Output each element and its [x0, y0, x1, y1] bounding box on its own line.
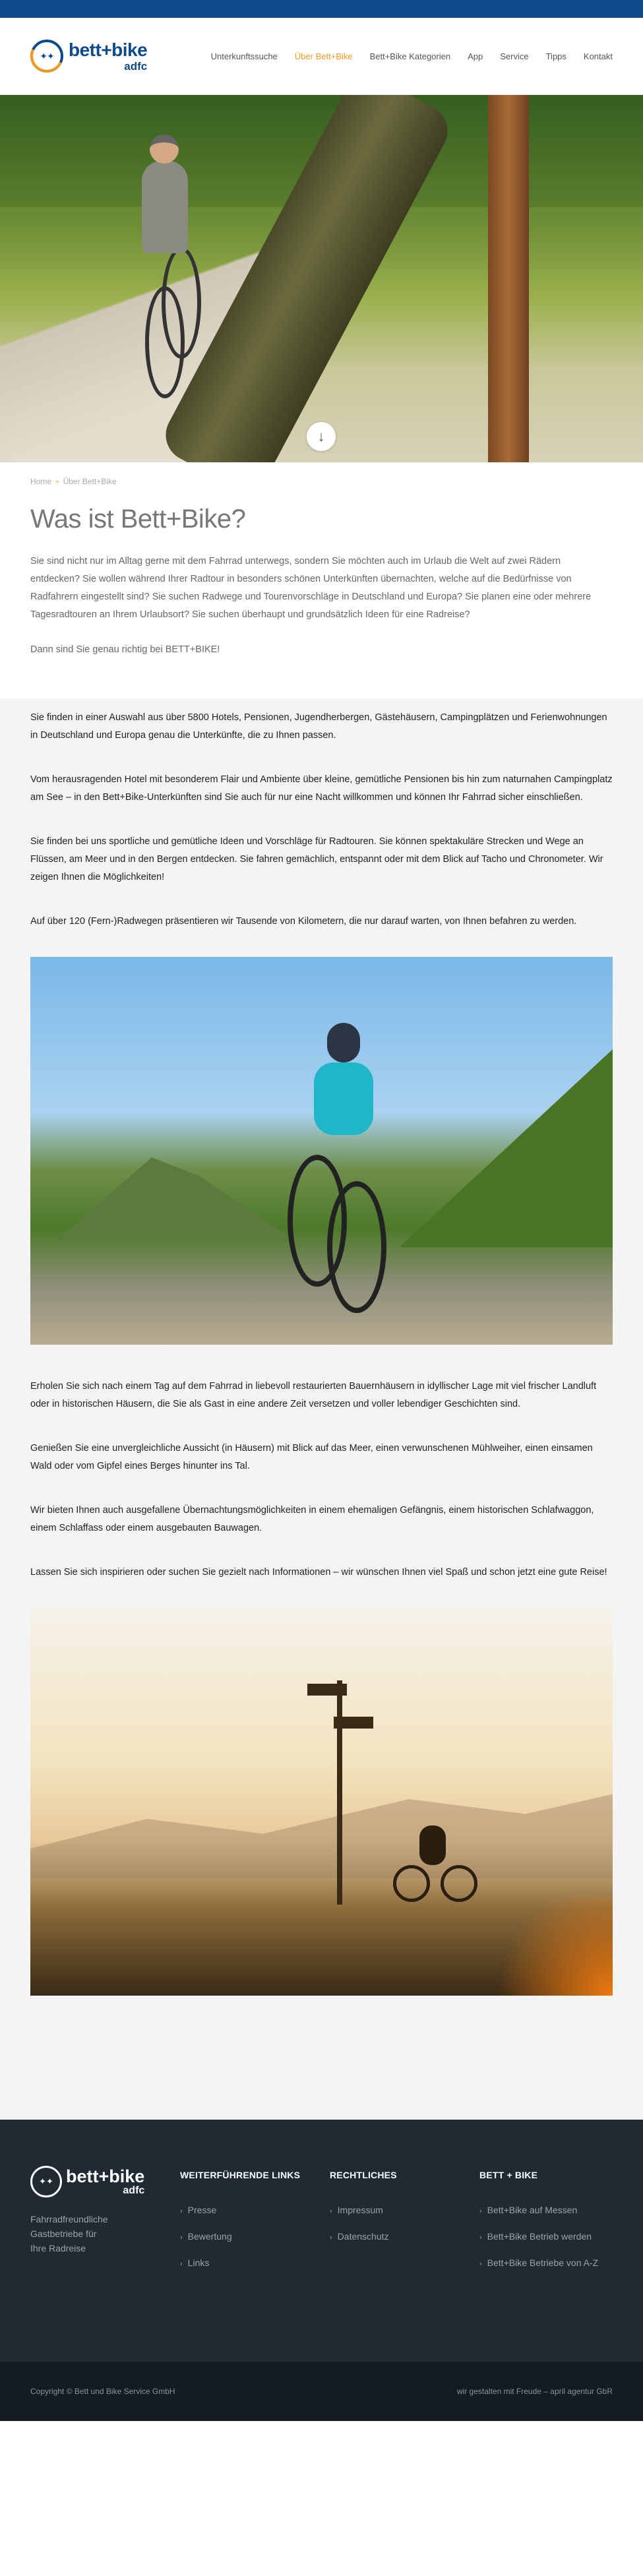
nav-item-app[interactable]: App: [468, 51, 483, 61]
chevron-right-icon: ›: [180, 2207, 183, 2215]
breadcrumb-separator-icon: »: [55, 477, 59, 485]
chevron-right-icon: ›: [479, 2234, 482, 2242]
footer-brand: [30, 2166, 180, 2322]
main-nav: [211, 51, 613, 61]
hero-image: [0, 95, 643, 462]
footer-link-betrieb-werden[interactable]: › Bett+Bike Betrieb werden: [479, 2231, 592, 2242]
footer-link-impressum[interactable]: › Impressum: [330, 2205, 383, 2215]
content-paragraph: Lassen Sie sich inspirieren oder suchen Sie gezielt nach Informationen – wir wünschen Ihnen viel Spaß und schon jetzt eine gute Reise!: [30, 1567, 607, 1578]
nav-item-unterkunftssuche[interactable]: Unterkunftssuche: [210, 51, 278, 61]
content-paragraph: Sie finden bei uns sportliche und gemütliche Ideen und Vorschläge für Radtouren. Sie können spektakuläre Strecken und Wege an Flüssen, am Meer und in den Bergen entdecken. Sie fahren gemächlich, entspannt oder mit dem Blick auf Tacho und Chronometer. Wir zeigen Ihnen die Möglichkeiten!: [30, 836, 603, 882]
logo-icon: ✦✦: [30, 40, 63, 73]
breadcrumb: [30, 477, 613, 486]
top-color-strip: [0, 0, 643, 18]
footer-heading: RECHTLICHES: [330, 2170, 397, 2180]
content-paragraph: Auf über 120 (Fern-)Radwegen präsentieren wir Tausende von Kilometern, die nur darauf warten, von Ihnen befahren zu werden.: [30, 916, 577, 927]
intro-paragraph: Dann sind Sie genau richtig bei BETT+BIKE!: [30, 644, 220, 655]
content-paragraph: Genießen Sie eine unvergleichliche Aussicht (in Häusern) mit Blick auf das Meer, einen verwunschenen Mühlweiher, einen einsamen Wald oder vom Gipfel eines Berges hinunter ins Tal.: [30, 1443, 593, 1471]
nav-item-ueber-bett-bike[interactable]: Über Bett+Bike: [294, 51, 353, 61]
chevron-right-icon: ›: [479, 2207, 482, 2215]
content-section: [0, 698, 643, 2120]
sunset-cyclist-photo: [30, 1608, 613, 1996]
page-title: Was ist Bett+Bike?: [30, 505, 246, 534]
mountain-bike-photo: [30, 957, 613, 1345]
site-logo[interactable]: [30, 40, 147, 73]
footer-heading: WEITERFÜHRENDE LINKS: [180, 2170, 301, 2180]
chevron-right-icon: ›: [330, 2234, 332, 2242]
arrow-down-icon: ↓: [317, 428, 325, 445]
breadcrumb-current: Über Bett+Bike: [63, 477, 117, 486]
site-footer: [0, 2120, 643, 2362]
bottom-bar: [0, 2362, 643, 2421]
footer-heading: BETT + BIKE: [479, 2170, 538, 2180]
site-header: [0, 18, 643, 95]
nav-item-kontakt[interactable]: Kontakt: [583, 51, 613, 61]
chevron-right-icon: ›: [180, 2260, 183, 2268]
chevron-right-icon: ›: [330, 2207, 332, 2215]
agency-credit-link[interactable]: wir gestalten mit Freude – april agentur GbR: [456, 2387, 613, 2396]
nav-item-tipps[interactable]: Tipps: [545, 51, 566, 61]
chevron-right-icon: ›: [180, 2234, 183, 2242]
footer-link-bewertung[interactable]: › Bewertung: [180, 2231, 232, 2242]
footer-link-betriebe-a-z[interactable]: › Bett+Bike Betriebe von A-Z: [479, 2257, 599, 2268]
content-paragraph: Erholen Sie sich nach einem Tag auf dem Fahrrad in liebevoll restaurierten Bauernhäusern in idyllischer Lage mit viel frischer Landluft oder in historischen Häusern, die Sie als Gast in eine andere Zeit versetzen und voller lebendiger Geschichten sind.: [30, 1381, 597, 1409]
breadcrumb-home[interactable]: Home: [30, 477, 52, 486]
logo-icon: ✦✦: [30, 2166, 62, 2197]
content-paragraph: Wir bieten Ihnen auch ausgefallene Übernachtungsmöglichkeiten in einem ehemaligen Gefängnis, einem historischen Schlafwaggon, einem Schlaffass oder einem ausgebauten Bauwagen.: [30, 1505, 594, 1533]
footer-logo[interactable]: ✦✦ bett+bike adfc: [30, 2166, 180, 2197]
footer-link-messen[interactable]: › Bett+Bike auf Messen: [479, 2205, 578, 2215]
copyright-text: Copyright © Bett und Bike Service GmbH: [30, 2387, 175, 2396]
footer-tagline: Fahrradfreundliche Gastbetriebe für Ihre Radreise: [30, 2214, 108, 2254]
nav-item-service[interactable]: Service: [500, 51, 529, 61]
footer-column-legal: [330, 2166, 479, 2322]
footer-link-links[interactable]: › Links: [180, 2257, 210, 2268]
content-paragraph: Sie finden in einer Auswahl aus über 5800 Hotels, Pensionen, Jugendherbergen, Gästehäusern, Campingplätzen und Ferienwohnungen in Deutschland und Europa genau die Unterkünfte, die zu Ihnen passen.: [30, 712, 607, 741]
intro-section: [0, 462, 643, 698]
footer-link-presse[interactable]: › Presse: [180, 2205, 217, 2215]
footer-link-datenschutz[interactable]: › Datenschutz: [330, 2231, 389, 2242]
scroll-down-button[interactable]: [307, 422, 336, 451]
intro-paragraph: Sie sind nicht nur im Alltag gerne mit dem Fahrrad unterwegs, sondern Sie möchten auch im Urlaub die Welt auf zwei Rädern entdecken? Sie wollen während Ihrer Radtour in besonders schönen Unterkünften übernachten, welche auf die Bedürfnisse von Radfahrern eingestellt sind? Sie suchen Radwege und Tourenvorschläge in Deutschland und Europa? Sie planen eine oder mehrere Tagesradtouren an Ihrem Urlaubsort? Sie suchen überhaupt und grundsätzlich Ideen für eine Radreise?: [30, 556, 592, 620]
footer-column-bett-bike: [479, 2166, 613, 2322]
logo-text: bett+bike: [69, 39, 148, 60]
nav-item-kategorien[interactable]: Bett+Bike Kategorien: [369, 51, 451, 61]
chevron-right-icon: ›: [479, 2260, 482, 2268]
footer-column-links: [180, 2166, 330, 2322]
logo-subtext: adfc: [124, 59, 148, 73]
content-paragraph: Vom herausragenden Hotel mit besonderem Flair und Ambiente über kleine, gemütliche Pensionen bis hin zum naturnahen Campingplatz am See – in den Bett+Bike-Unterkünften sind Sie auch für nur eine Nacht willkommen und können Ihr Fahrrad sicher einschließen.: [30, 774, 613, 803]
